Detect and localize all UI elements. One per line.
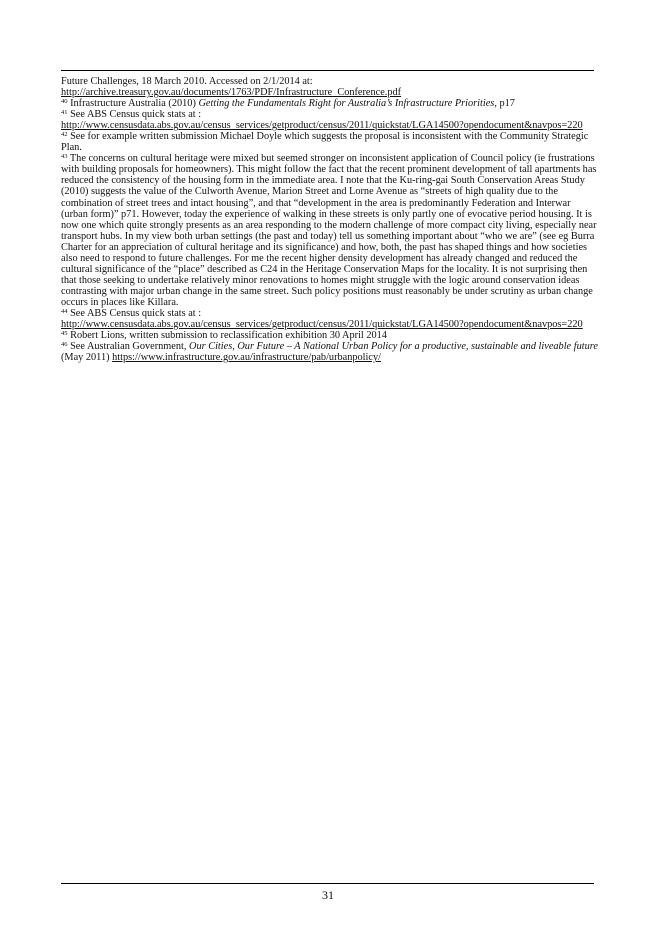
footnote-link[interactable]: http://archive.treasury.gov.au/documents/1763/PDF/Infrastructure_Conference.pdf [61,87,402,99]
footnotes-section [61,76,599,363]
footnote-link[interactable]: http://www.censusdata.abs.gov.au/census_services/getproduct/census/2011/quickstat/LGA14500?opendocument&navpos=220 [61,120,583,132]
footnote-text: See for example written submission Michael Doyle which suggests the proposal is inconsistent with the Community Strategic Plan. [61,131,589,154]
footnote-46 [61,341,599,363]
footnote-text: , p17 [494,98,515,110]
footnote-41 [61,109,599,131]
footnote-number: 40 [61,98,68,106]
footnote-text: See ABS Census quick stats at : [67,307,202,319]
footnote-title: Our Cities, Our Future – A National Urban Policy for a productive, sustainable and liveable future [189,341,598,353]
footnote-continuation [61,76,599,98]
footnote-text: The concerns on cultural heritage were mixed but seemed stronger on inconsistent application of Council policy (ie frustrations with building proposals for homeowners). This might follow the fact that the recent prominent development of tall apartments has reduced the consistency of the housing form in the immediate area. I note that the Ku-ring-gai South Conservation Areas Study (2010) suggests the value of the Culworth Avenue, Marion Street and Lorne Avenue as “streets of high quality due to the combination of street trees and intact housing”, and that “development in the area is predominantly Federation and Interwar (urban form)” p71. However, today the experience of walking in these streets is only partly one of evocative period housing. It is now one which quite strongly presents as an area responding to the modern challenge of more compact city living, especially near transport hubs. In my view both urban settings (the past and today) tell us something important about “who we are” (see eg Burra Charter for an appreciation of cultural heritage and its significance) and how, both, the past has shaped things and how societies also need to respond to future challenges. For me the recent higher density development has already changed and reduced the cultural significance of the “place” described as C24 in the Heritage Conservation Maps for the locality. It is not surprising then that those seeking to undertake relatively minor renovations to homes might struggle with the logic around conservation ideas contrasting with major urban change in the same street. Such policy positions must reasonably be under scrutiny as urban change occurs in places like Killara. [61,153,597,308]
footnote-text: See ABS Census quick stats at : [67,109,202,121]
page-number: 31 [322,888,334,902]
footer-rule [61,883,594,884]
footnote-43 [61,153,599,308]
footnote-number: 44 [61,307,68,315]
footnote-number: 45 [61,330,68,338]
footnote-number: 43 [61,153,68,161]
footnote-link[interactable]: https://www.infrastructure.gov.au/infrastructure/pab/urbanpolicy/ [112,352,381,364]
footnote-45 [61,330,599,341]
footnote-text: See Australian Government, [67,341,190,353]
footnote-text: Infrastructure Australia (2010) [67,98,199,110]
footnote-42 [61,131,599,153]
footnote-link[interactable]: http://www.censusdata.abs.gov.au/census_services/getproduct/census/2011/quickstat/LGA14500?opendocument&navpos=220 [61,319,583,331]
footnote-title: Getting the Fundamentals Right for Australia’s Infrastructure Priorities [198,98,495,110]
footnote-text: (May 2011) [61,352,113,364]
footnote-separator [61,70,594,71]
footnote-text: Future Challenges, 18 March 2010. Accessed on 2/1/2014 at: [61,76,313,87]
footnote-number: 46 [61,341,68,349]
footnote-text: Robert Lions, written submission to reclassification exhibition 30 April 2014 [67,330,387,342]
footnote-number: 41 [61,109,68,117]
footnote-number: 42 [61,131,68,139]
footnote-40 [61,98,599,109]
footnote-44 [61,308,599,330]
